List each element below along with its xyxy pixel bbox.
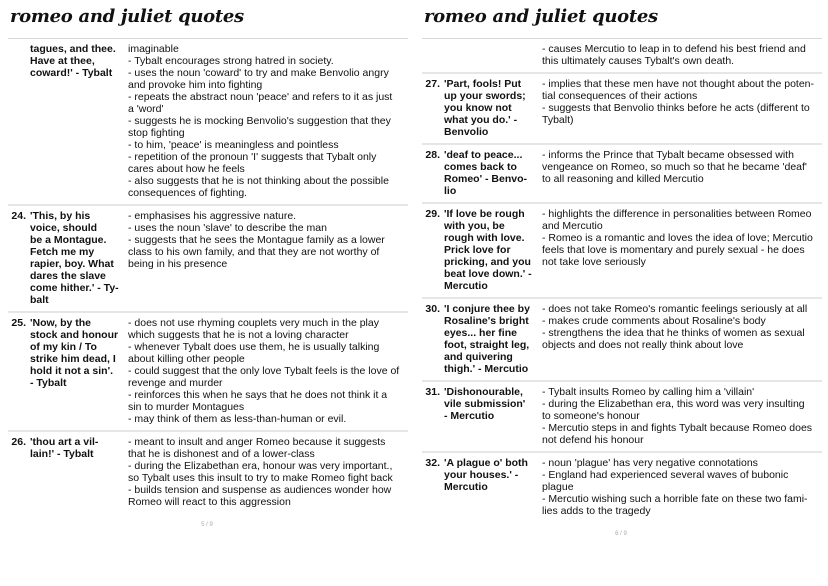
note-line: - uses the noun 'coward' to try and make Benvolio angry (128, 67, 389, 79)
page-6 (414, 0, 828, 586)
analysis-notes (542, 303, 822, 375)
note-line: - reinforces this when he says that he does not think it a (128, 389, 388, 401)
note-line: - whenever Tybalt does use them, he is usually talking (128, 341, 380, 353)
quotes-table (422, 39, 822, 522)
note-line: - repetition of the pronoun 'I' suggests that Tybalt only (128, 151, 377, 163)
note-line: consequences of fighting. (128, 187, 248, 199)
quote-text (30, 436, 128, 508)
note-line: - Mercutio steps in and fights Tybalt because Romeo does (542, 422, 813, 434)
quote-number: 24. (11, 210, 26, 222)
note-line: about killing other people (128, 353, 245, 365)
quote-line: vile submission' (444, 398, 526, 410)
note-line: a 'word' (128, 103, 164, 115)
note-line: tial consequences of their actions (542, 90, 698, 102)
analysis-notes (128, 210, 408, 306)
analysis-notes (542, 208, 822, 292)
note-line: - to him, 'peace' is meaningless and pointless (128, 139, 339, 151)
note-line: Romeo will react to this aggression (128, 496, 291, 508)
quote-line: 'deaf to peace... (444, 149, 523, 161)
note-line: - uses the noun 'slave' to describe the man (128, 222, 327, 234)
note-line: vengeance on Romeo, so much so that he became 'deaf' (542, 161, 807, 173)
quote-line: Benvolio (444, 126, 489, 138)
note-line: which suggests that he is not a loving character (128, 329, 349, 341)
quote-text (444, 303, 542, 375)
quote-line: you know not (444, 102, 512, 114)
quote-number: 32. (425, 457, 440, 469)
note-line: that he is dishonest and of a lower-class (128, 448, 315, 460)
quote-line: your houses.' - (444, 469, 519, 481)
page-title: romeo and juliet quotes (424, 6, 658, 27)
quote-line: lain!' - Tybalt (30, 448, 94, 460)
note-line: feels that love is momentary and purely sexual - he does (542, 244, 805, 256)
quote-line: be a Montague. (30, 234, 107, 246)
quote-line: Have at thee, (30, 55, 95, 67)
note-line: and Mercutio (542, 220, 603, 232)
analysis-notes (542, 149, 822, 197)
note-line: being in his presence (128, 258, 228, 270)
note-line: - implies that these men have not thought about the poten- (542, 78, 815, 90)
quote-line: pricking, and you (444, 256, 531, 268)
quote-line: Romeo' - Benvo- (444, 173, 528, 185)
note-line: - makes crude comments about Rosaline's body (542, 315, 766, 327)
analysis-notes (542, 457, 822, 517)
note-line: cares about how he feels (128, 163, 245, 175)
quote-line: Rosaline's bright (444, 315, 529, 327)
quote-number: 30. (425, 303, 440, 315)
quote-line: 'I conjure thee by (444, 303, 530, 315)
note-line: - suggests that he sees the Montague family as a lower (128, 234, 385, 246)
quote-line: and quivering (444, 351, 513, 363)
quote-number: 27. (425, 78, 440, 90)
quote-line: thigh.' - Mercutio (444, 363, 529, 375)
quote-line: 'This, by his (30, 210, 91, 222)
table-row (422, 204, 822, 299)
note-line: - meant to insult and anger Romeo because it suggests (128, 436, 386, 448)
quote-number: 26. (11, 436, 26, 448)
note-line: - Mercutio wishing such a horrible fate on these two fami- (542, 493, 808, 505)
table-row (8, 313, 408, 432)
quote-line: rapier, boy. What (30, 258, 114, 270)
quote-line: coward!' - Tybalt (30, 67, 113, 79)
note-line: class to his own family, and that they are not worthy of (128, 246, 380, 258)
quote-number: 31. (425, 386, 440, 398)
note-line: - repeats the abstract noun 'peace' and refers to it as just (128, 91, 393, 103)
table-row (422, 39, 822, 74)
analysis-notes (542, 386, 822, 446)
note-line: - could suggest that the only love Tybalt feels is the love of (128, 365, 400, 377)
quote-line: beat love down.' - (444, 268, 532, 280)
note-line: revenge and murder (128, 377, 223, 389)
note-line: - Tybalt encourages strong hatred in society. (128, 55, 334, 67)
quote-line: 'Part, fools! Put (444, 78, 522, 90)
quote-line: comes back to (444, 161, 517, 173)
quotes-table (8, 39, 408, 513)
quote-text (444, 386, 542, 446)
quote-number (422, 43, 444, 67)
table-row (8, 206, 408, 313)
note-line: - informs the Prince that Tybalt became obsessed with (542, 149, 794, 161)
note-line: Tybalt) (542, 114, 574, 126)
table-row (422, 74, 822, 145)
note-line: objects and does not really think about love (542, 339, 744, 351)
quote-line: Prick love for (444, 244, 511, 256)
note-line: and provoke him into fighting (128, 79, 263, 91)
quote-line: dares the slave (30, 270, 106, 282)
note-line: - strengthens the idea that he thinks of women as sexual (542, 327, 805, 339)
note-line: - noun 'plague' has very negative connotations (542, 457, 758, 469)
quote-text (444, 43, 542, 67)
table-row (422, 145, 822, 204)
quote-line: balt (30, 294, 49, 306)
quote-number (8, 43, 30, 199)
quote-line: lio (444, 185, 457, 197)
analysis-notes (542, 78, 822, 138)
quote-line: stock and honour (30, 329, 119, 341)
quote-line: 'If love be rough (444, 208, 525, 220)
quote-line: tagues, and thee. (30, 43, 116, 55)
note-line: - England had experienced several waves of bubonic (542, 469, 789, 481)
quote-number: 29. (425, 208, 440, 220)
note-line: - emphasises his aggressive nature. (128, 210, 297, 222)
note-line: - may think of them as less-than-human or evil. (128, 413, 347, 425)
quote-line: Mercutio (444, 280, 488, 292)
note-line: - during the Elizabethan era, honour was very important., (128, 460, 393, 472)
note-line: - suggests he is mocking Benvolio's suggestion that they (128, 115, 391, 127)
note-line: - causes Mercutio to leap in to defend his best friend and (542, 43, 806, 55)
table-row (422, 299, 822, 382)
quote-text (30, 43, 128, 199)
note-line: so Tybalt uses this insult to try to make Romeo fight back (128, 472, 393, 484)
quote-line: 'thou art a vil- (30, 436, 99, 448)
note-line: to all reasoning and killed Mercutio (542, 173, 704, 185)
quote-text (30, 210, 128, 306)
analysis-notes (128, 43, 408, 199)
note-line: stop fighting (128, 127, 185, 139)
note-line: - highlights the difference in personalities between Romeo (542, 208, 812, 220)
quote-line: voice, should (30, 222, 98, 234)
note-line: - builds tension and suspense as audiences wonder how (128, 484, 392, 496)
quote-line: up your swords; (444, 90, 526, 102)
quote-number: 28. (425, 149, 440, 161)
note-line: lies adds to the tragedy (542, 505, 651, 517)
note-line: - does not use rhyming couplets very much in the play (128, 317, 379, 329)
quote-line: strike him dead, I (30, 353, 116, 365)
note-line: - also suggests that he is not thinking about the possible (128, 175, 389, 187)
note-line: to someone's honour (542, 410, 640, 422)
quote-line: 'Now, by the (30, 317, 92, 329)
note-line: - suggests that Benvolio thinks before he acts (different to (542, 102, 810, 114)
quote-text (30, 317, 128, 425)
quote-line: hold it not a sin'. (30, 365, 113, 377)
page-title: romeo and juliet quotes (10, 6, 244, 27)
quote-line: rough with love. (444, 232, 525, 244)
quote-line: 'Dishonourable, (444, 386, 523, 398)
quote-number: 25. (11, 317, 26, 329)
analysis-notes (128, 436, 408, 508)
page-number: 6 / 9 (615, 531, 627, 537)
quote-line: - Tybalt (30, 377, 67, 389)
quote-line: 'A plague o' both (444, 457, 528, 469)
quote-line: with you, be (444, 220, 505, 232)
note-line: - during the Elizabethan era, this word was very insulting (542, 398, 805, 410)
note-line: - does not take Romeo's romantic feelings seriously at all (542, 303, 808, 315)
page-number: 5 / 9 (201, 522, 213, 528)
quote-line: - Mercutio (444, 410, 495, 422)
table-row (8, 432, 408, 513)
note-line: plague (542, 481, 574, 493)
quote-line: eyes... her fine (444, 327, 517, 339)
analysis-notes (542, 43, 822, 67)
note-line: not take love seriously (542, 256, 646, 268)
note-line: sin to murder Montagues (128, 401, 245, 413)
analysis-notes (128, 317, 408, 425)
table-row (422, 382, 822, 453)
quote-line: foot, straight leg, (444, 339, 530, 351)
quote-line: Mercutio (444, 481, 488, 493)
quote-text (444, 208, 542, 292)
note-line: not defend his honour (542, 434, 644, 446)
note-line: imaginable (128, 43, 179, 55)
quote-text (444, 457, 542, 517)
table-row (8, 39, 408, 206)
quote-line: of my kin / To (30, 341, 97, 353)
quote-line: Fetch me my (30, 246, 95, 258)
table-row (422, 453, 822, 522)
note-line: - Tybalt insults Romeo by calling him a 'villain' (542, 386, 755, 398)
quote-text (444, 149, 542, 197)
note-line: - Romeo is a romantic and loves the idea of love; Mercutio (542, 232, 813, 244)
quote-line: come hither.' - Ty- (30, 282, 119, 294)
quote-text (444, 78, 542, 138)
note-line: this ultimately causes Tybalt's own death. (542, 55, 735, 67)
quote-line: what you do.' - (444, 114, 518, 126)
